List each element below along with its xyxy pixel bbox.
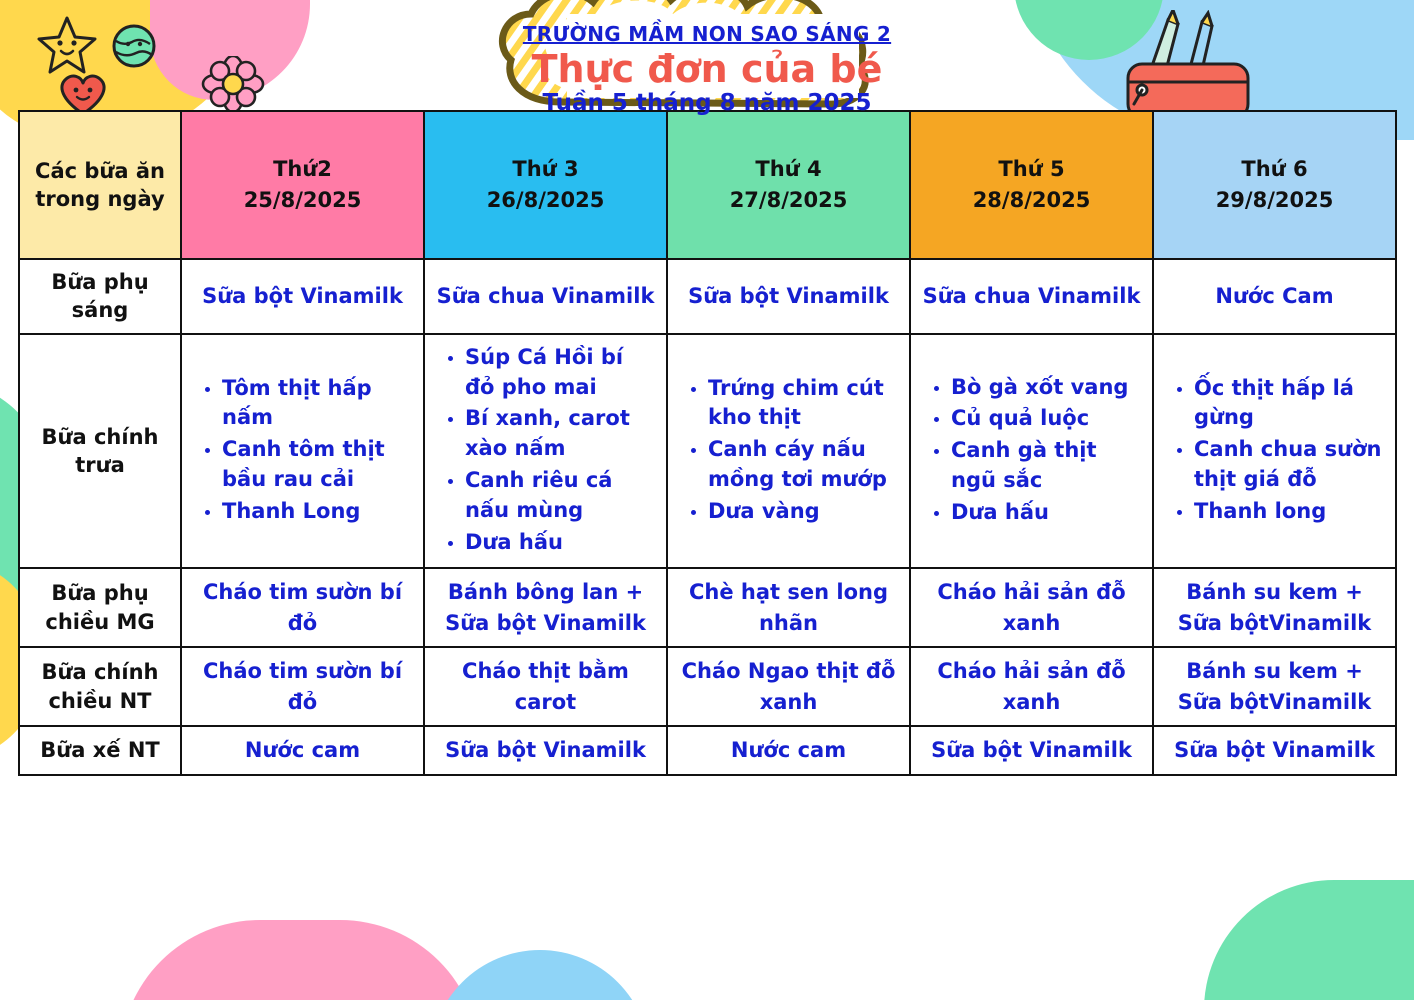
menu-cell: Sữa bột Vinamilk — [667, 259, 910, 334]
dish-list — [192, 374, 413, 527]
dish-item: • Súp Cá Hồi bí đỏ pho mai — [465, 343, 656, 403]
dish-item: • Thanh Long — [222, 497, 413, 527]
menu-cell: Nước cam — [667, 726, 910, 774]
day-header-4 — [910, 111, 1153, 259]
menu-cell — [1153, 334, 1396, 569]
menu-cell — [910, 334, 1153, 569]
decor-blob-blue-bottom — [430, 950, 650, 1000]
week-subtitle: Tuần 5 tháng 8 năm 2025 — [542, 90, 872, 117]
dish-list — [921, 373, 1142, 528]
table-row — [19, 334, 1396, 569]
day-name-5: Thứ 6 — [1241, 156, 1308, 181]
dish-item: • Canh riêu cá nấu mùng — [465, 466, 656, 526]
dish-item: • Củ quả luộc — [951, 404, 1142, 434]
menu-cell: Sữa bột Vinamilk — [910, 726, 1153, 774]
dish-item: • Canh tôm thịt bầu rau cải — [222, 435, 413, 495]
day-header-1 — [181, 111, 424, 259]
meal-label: Bữa phụ sáng — [19, 259, 181, 334]
dish-item: • Tôm thịt hấp nấm — [222, 374, 413, 434]
day-date-5: 29/8/2025 — [1215, 188, 1334, 212]
menu-cell: Nước Cam — [1153, 259, 1396, 334]
weekly-menu-table — [18, 110, 1397, 776]
dish-item: • Bí xanh, carot xào nấm — [465, 404, 656, 464]
day-name-2: Thứ 3 — [512, 156, 579, 181]
table-row — [19, 259, 1396, 334]
menu-cell: Cháo Ngao thịt đỗ xanh — [667, 647, 910, 726]
menu-cell: Sữa bột Vinamilk — [424, 726, 667, 774]
school-name: TRƯỜNG MẦM NON SAO SÁNG 2 — [522, 21, 892, 46]
day-name-4: Thứ 5 — [998, 156, 1065, 181]
day-name-1: Thứ2 — [273, 156, 332, 181]
dish-list — [435, 343, 656, 558]
day-date-1: 25/8/2025 — [243, 188, 362, 212]
dish-item: • Dưa hấu — [951, 498, 1142, 528]
dish-list — [1164, 374, 1385, 527]
menu-cell: Cháo tim sườn bí đỏ — [181, 568, 424, 647]
dish-item: • Ốc thịt hấp lá gừng — [1194, 374, 1385, 434]
meal-label: Bữa chính chiều NT — [19, 647, 181, 726]
menu-cell — [424, 334, 667, 569]
menu-cell: Cháo thịt bằm carot — [424, 647, 667, 726]
menu-cell: Cháo hải sản đỗ xanh — [910, 568, 1153, 647]
meal-label: Bữa xế NT — [19, 726, 181, 774]
menu-cell: Bánh bông lan + Sữa bột Vinamilk — [424, 568, 667, 647]
dish-item: • Canh cáy nấu mồng tơi mướp — [708, 435, 899, 495]
day-date-2: 26/8/2025 — [486, 188, 605, 212]
globe-icon — [110, 22, 158, 74]
menu-cell: Chè hạt sen long nhãn — [667, 568, 910, 647]
menu-cell: Sữa chua Vinamilk — [910, 259, 1153, 334]
menu-cell: Sữa bột Vinamilk — [181, 259, 424, 334]
decor-blob-pink-bottom — [120, 920, 480, 1000]
decor-blob-green-bottom-right — [1204, 880, 1414, 1000]
menu-cell: Sữa bột Vinamilk — [1153, 726, 1396, 774]
menu-cell: Bánh su kem + Sữa bộtVinamilk — [1153, 647, 1396, 726]
day-date-4: 28/8/2025 — [972, 188, 1091, 212]
day-header-5 — [1153, 111, 1396, 259]
menu-cell: Sữa chua Vinamilk — [424, 259, 667, 334]
dish-item: • Thanh long — [1194, 497, 1385, 527]
page-title: Thực đơn của bé — [531, 46, 883, 91]
dish-item: • Canh chua sườn thịt giá đỗ — [1194, 435, 1385, 495]
menu-cell: Cháo hải sản đỗ xanh — [910, 647, 1153, 726]
corner-label: Các bữa ăn trong ngày — [19, 111, 181, 259]
dish-item: • Trứng chim cút kho thịt — [708, 374, 899, 434]
dish-list — [678, 374, 899, 527]
dish-item: • Canh gà thịt ngũ sắc — [951, 436, 1142, 496]
menu-cell — [181, 334, 424, 569]
day-name-3: Thứ 4 — [755, 156, 822, 181]
menu-cell: Cháo tim sườn bí đỏ — [181, 647, 424, 726]
table-body — [19, 259, 1396, 775]
dish-item: • Dưa vàng — [708, 497, 899, 527]
meal-label: Bữa phụ chiều MG — [19, 568, 181, 647]
table-row — [19, 647, 1396, 726]
menu-cell: Nước cam — [181, 726, 424, 774]
table-row — [19, 726, 1396, 774]
menu-cell: Bánh su kem + Sữa bộtVinamilk — [1153, 568, 1396, 647]
table-row — [19, 568, 1396, 647]
menu-cell — [667, 334, 910, 569]
dish-item: • Dưa hấu — [465, 528, 656, 558]
title-badge — [471, 0, 943, 136]
meal-label: Bữa chính trưa — [19, 334, 181, 569]
dish-item: • Bò gà xốt vang — [951, 373, 1142, 403]
day-date-3: 27/8/2025 — [729, 188, 848, 212]
